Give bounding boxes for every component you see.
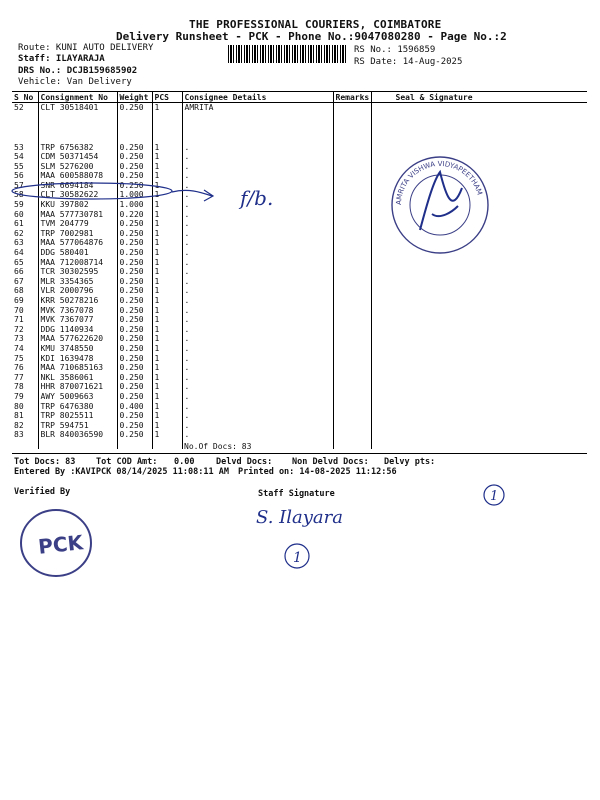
row-weight: 0.250 <box>117 334 152 344</box>
row-sno: 75 <box>14 353 24 363</box>
row-weight: 0.250 <box>117 411 152 421</box>
svg-text:1: 1 <box>293 550 302 566</box>
row-consignment: SLM 5276200 <box>38 162 117 172</box>
row-consignee: . <box>182 238 333 248</box>
row-weight: 0.400 <box>117 402 152 412</box>
row-sno: 74 <box>14 343 24 353</box>
svg-text:AMRITA VISHWA VIDYAPEETHAM: AMRITA VISHWA VIDYAPEETHAM <box>394 159 484 206</box>
row-pcs: 1 <box>152 306 182 316</box>
row-pcs: 1 <box>152 190 182 200</box>
row-consignment: KMU 3748550 <box>38 344 117 354</box>
row-consignee: . <box>182 344 333 354</box>
row-consignment: HHR 870071621 <box>38 382 117 392</box>
rs-number: RS No.: 1596859 <box>354 45 436 55</box>
row-pcs: 1 <box>152 143 182 153</box>
row-highlight-circle <box>12 180 172 199</box>
row-consignment: NKL 3586061 <box>38 373 117 383</box>
row-pcs: 1 <box>152 344 182 354</box>
row-pcs: 1 <box>152 181 182 191</box>
row-sno: 66 <box>14 267 24 277</box>
col-sno: S No <box>12 92 38 103</box>
row-consignment: TRP 6476380 <box>38 402 117 412</box>
drs-label: DRS No.: DCJB159685902 <box>18 66 138 76</box>
company-name: THE PROFESSIONAL COURIERS, COIMBATORE <box>189 18 442 31</box>
row-sno: 58 <box>14 190 24 200</box>
row-weight: 0.250 <box>117 286 152 296</box>
row-consignee: . <box>182 430 333 440</box>
row-weight: 0.250 <box>117 363 152 373</box>
printed-on: Printed on: 14-08-2025 11:12:56 <box>238 467 397 477</box>
row-weight: 0.250 <box>117 315 152 325</box>
arrowhead-icon <box>204 190 213 201</box>
row-sno: 61 <box>14 219 24 229</box>
row-pcs: 1 <box>152 402 182 412</box>
row-weight: 0.250 <box>117 258 152 268</box>
row-sno: 76 <box>14 363 24 373</box>
row-consignee: . <box>182 219 333 229</box>
row-weight: 0.250 <box>117 306 152 316</box>
row-weight: 0.250 <box>117 267 152 277</box>
svg-text:1: 1 <box>490 489 499 504</box>
row-weight: 0.250 <box>117 325 152 335</box>
row-pcs: 1 <box>152 210 182 220</box>
row-sno: 59 <box>14 200 24 210</box>
row-consignee: . <box>182 162 333 172</box>
row-consignee: . <box>182 200 333 210</box>
row-sno: 64 <box>14 248 24 258</box>
row-weight: 0.250 <box>117 238 152 248</box>
row-weight: 0.250 <box>117 248 152 258</box>
col-seal: Seal & Signature <box>371 92 587 103</box>
row-sno: 71 <box>14 315 24 325</box>
row-sno: 81 <box>14 411 24 421</box>
row-consignee: . <box>182 363 333 373</box>
row-pcs: 1 <box>152 421 182 431</box>
row-consignment: MAA 712008714 <box>38 258 117 268</box>
staff-signature: S. Ilayara <box>256 507 343 528</box>
row-consignee: . <box>182 382 333 392</box>
row-sno: 80 <box>14 401 24 411</box>
non-delvd-docs: Non Delvd Docs: <box>292 457 369 467</box>
route-label: Route: KUNI AUTO DELIVERY <box>18 43 154 53</box>
row-pcs: 1 <box>152 103 182 143</box>
row-weight: 0.250 <box>117 421 152 431</box>
row-consignment: TCR 30302595 <box>38 267 117 277</box>
row-weight: 0.250 <box>117 430 152 440</box>
row-pcs: 1 <box>152 296 182 306</box>
row-sno: 82 <box>14 420 24 430</box>
row-consignee: . <box>182 267 333 277</box>
row-weight: 0.250 <box>117 152 152 162</box>
row-weight: 0.250 <box>117 229 152 239</box>
row-sno: 65 <box>14 257 24 267</box>
row-consignment: CDM 50371454 <box>38 152 117 162</box>
tot-cod-label: Tot COD Amt: <box>96 457 158 467</box>
row-consignment: DDG 580401 <box>38 248 117 258</box>
row-consignee: . <box>182 248 333 258</box>
row-pcs: 1 <box>152 200 182 210</box>
row-pcs: 1 <box>152 152 182 162</box>
row-sno: 62 <box>14 228 24 238</box>
row-sno: 54 <box>14 152 24 162</box>
row-sno: 67 <box>14 276 24 286</box>
row-sno: 73 <box>14 334 24 344</box>
row-pcs: 1 <box>152 430 182 440</box>
row-weight: 0.250 <box>117 162 152 172</box>
row-consignment: KDI 1639478 <box>38 354 117 364</box>
row-sno: 77 <box>14 372 24 382</box>
tot-docs: Tot Docs: 83 <box>14 457 76 467</box>
row-sno: 60 <box>14 209 24 219</box>
row-sno: 79 <box>14 391 24 401</box>
vehicle-label: Vehicle: Van Delivery <box>18 77 132 87</box>
row-consignment: KRR 50278216 <box>38 296 117 306</box>
row-consignee: . <box>182 210 333 220</box>
row-weight: 1.000 <box>117 200 152 210</box>
row-consignee: . <box>182 325 333 335</box>
row-consignment: AWY 5009663 <box>38 392 117 402</box>
delvy-pts: Delvy pts: <box>384 457 436 467</box>
row-sno: 68 <box>14 286 24 296</box>
row-weight: 0.250 <box>117 277 152 287</box>
row-sno: 63 <box>14 238 24 248</box>
row-weight: 0.250 <box>117 219 152 229</box>
row-pcs: 1 <box>152 267 182 277</box>
row-sno: 52 <box>14 103 24 112</box>
row-consignee: . <box>182 171 333 181</box>
row-consignee: . <box>182 143 333 153</box>
row-pcs: 1 <box>152 411 182 421</box>
row-consignment: MLR 3354365 <box>38 277 117 287</box>
col-weight: Weight <box>117 92 152 103</box>
row-pcs: 1 <box>152 315 182 325</box>
row-sno: 78 <box>14 382 24 392</box>
row-pcs: 1 <box>152 171 182 181</box>
staff-signature-label: Staff Signature <box>258 489 335 499</box>
row-consignment: VLR 2000796 <box>38 286 117 296</box>
row-weight: 0.250 <box>117 354 152 364</box>
row-consignment: SNR 6694184 <box>38 181 117 191</box>
row-pcs: 1 <box>152 354 182 364</box>
row-consignee: . <box>182 152 333 162</box>
row-consignment: MAA 600588078 <box>38 171 117 181</box>
row-consignment: MAA 577622620 <box>38 334 117 344</box>
institution-stamp <box>392 157 488 253</box>
row-consignment: TVM 204779 <box>38 219 117 229</box>
row-pcs: 1 <box>152 219 182 229</box>
row-consignee: . <box>182 334 333 344</box>
row-weight: 0.250 <box>117 382 152 392</box>
row-consignee: . <box>182 373 333 383</box>
row-weight: 1.000 <box>117 190 152 200</box>
runsheet-title: Delivery Runsheet - PCK - Phone No.:9047080280 - Page No.:2 <box>116 30 507 43</box>
row-consignee: . <box>182 306 333 316</box>
row-weight: 0.220 <box>117 210 152 220</box>
col-consignee: Consignee Details <box>182 92 333 103</box>
row-sno: 83 <box>14 430 24 440</box>
row-weight: 0.250 <box>117 392 152 402</box>
row-pcs: 1 <box>152 334 182 344</box>
row-consignment: TRP 6756382 <box>38 143 117 153</box>
row-pcs: 1 <box>152 286 182 296</box>
entered-by: Entered By :KAVIPCK 08/14/2025 11:08:11 AM <box>14 467 229 477</box>
row-consignment: MAA 577064876 <box>38 238 117 248</box>
row-pcs: 1 <box>152 363 182 373</box>
row-pcs: 1 <box>152 373 182 383</box>
row-consignee: . <box>182 277 333 287</box>
row-consignee: . <box>182 392 333 402</box>
row-consignee: . <box>182 286 333 296</box>
row-consignee: AMRITA <box>182 103 333 143</box>
row-consignee: . <box>182 354 333 364</box>
row-weight: 0.250 <box>117 296 152 306</box>
row-consignment: MVK 7367077 <box>38 315 117 325</box>
row-consignment: MAA 577730781 <box>38 210 117 220</box>
row-pcs: 1 <box>152 382 182 392</box>
row-consignee: . <box>182 296 333 306</box>
row-sno: 53 <box>14 142 24 152</box>
row-sno: 55 <box>14 161 24 171</box>
row-consignee: . <box>182 402 333 412</box>
row-consignment: MAA 710685163 <box>38 363 117 373</box>
col-remarks: Remarks <box>333 92 371 103</box>
row-pcs: 1 <box>152 392 182 402</box>
row-pcs: 1 <box>152 277 182 287</box>
col-consignment: Consignment No <box>38 92 117 103</box>
row-consignment: BLR 840036590 <box>38 430 117 440</box>
row-weight: 0.250 <box>117 171 152 181</box>
row-consignment: CLT 30518401 <box>38 103 117 143</box>
row-consignment: CLT 30582622 <box>38 190 117 200</box>
verified-by-label: Verified By <box>14 487 71 497</box>
row-weight: 0.250 <box>117 373 152 383</box>
row-consignment: TRP 7002981 <box>38 229 117 239</box>
row-sno: 70 <box>14 305 24 315</box>
row-weight: 0.250 <box>117 344 152 354</box>
svg-text:PCK: PCK <box>37 530 85 559</box>
row-consignment: MVK 7367078 <box>38 306 117 316</box>
row-weight: 0.250 <box>117 103 152 143</box>
row-pcs: 1 <box>152 248 182 258</box>
row-consignment: TRP 8025511 <box>38 411 117 421</box>
col-pcs: PCS <box>152 92 182 103</box>
row-sno: 56 <box>14 171 24 181</box>
row-weight: 0.250 <box>117 143 152 153</box>
rs-date: RS Date: 14-Aug-2025 <box>354 57 463 67</box>
row-pcs: 1 <box>152 162 182 172</box>
row-consignee: . <box>182 421 333 431</box>
row-pcs: 1 <box>152 238 182 248</box>
row-consignee: . <box>182 190 333 200</box>
row-consignment: KKU 397802 <box>38 200 117 210</box>
row-pcs: 1 <box>152 258 182 268</box>
row-consignment: TRP 594751 <box>38 421 117 431</box>
pck-stamp <box>21 510 91 576</box>
row-consignee: . <box>182 181 333 191</box>
delvd-docs: Delvd Docs: <box>216 457 273 467</box>
row-consignee: . <box>182 229 333 239</box>
handwritten-annotation: f/b. <box>240 186 274 210</box>
row-sno: 57 <box>14 180 24 190</box>
row-consignee: . <box>182 315 333 325</box>
row-consignee: . <box>182 411 333 421</box>
staff-label: Staff: ILAYARAJA <box>18 54 105 64</box>
no-of-docs: No.Of Docs: 83 <box>184 442 252 451</box>
row-weight: 0.250 <box>117 181 152 191</box>
row-consignee: . <box>182 258 333 268</box>
row-pcs: 1 <box>152 229 182 239</box>
row-sno: 69 <box>14 296 24 305</box>
row-pcs: 1 <box>152 325 182 335</box>
row-consignment: DDG 1140934 <box>38 325 117 335</box>
row-sno: 72 <box>14 324 24 334</box>
tot-cod-value: 0.00 <box>174 457 195 467</box>
